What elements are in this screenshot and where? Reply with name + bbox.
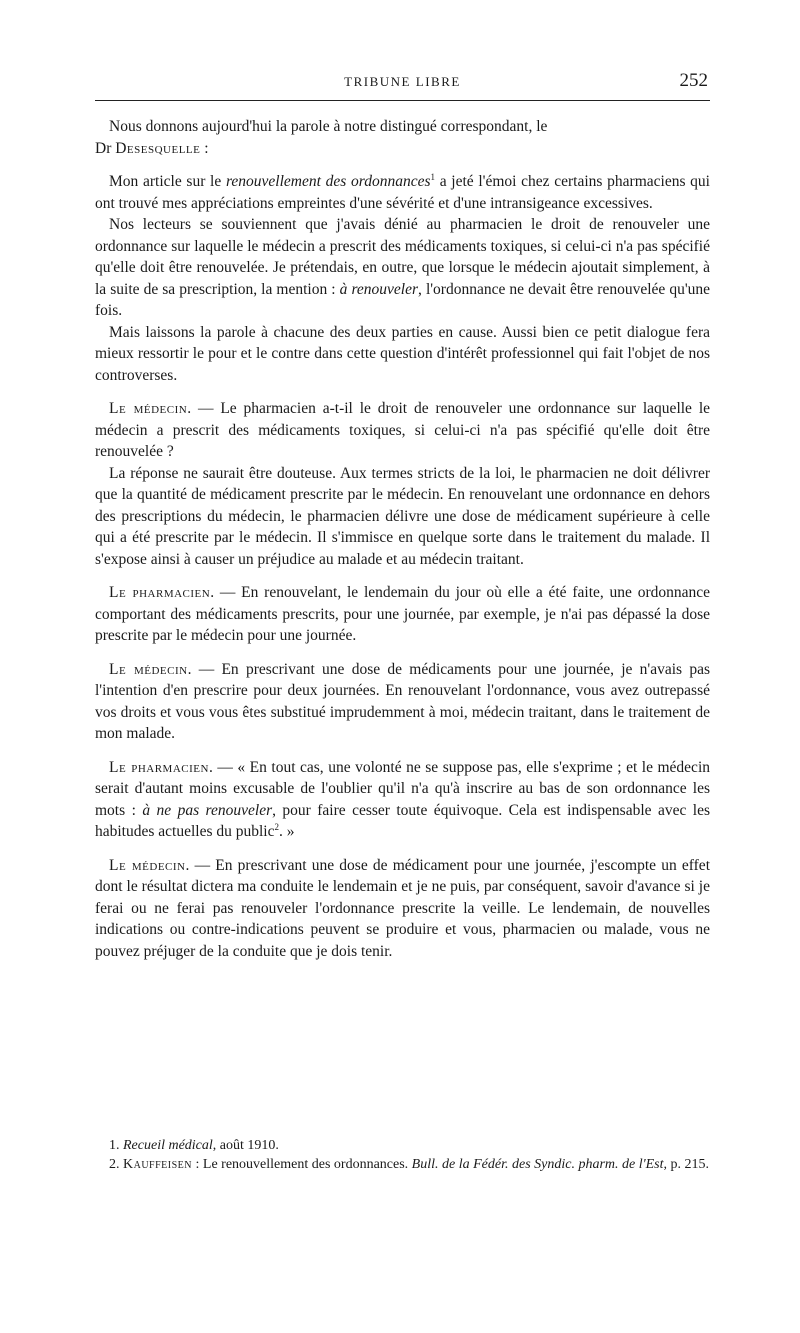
article-body <box>95 116 710 962</box>
dialogue-doctor-1-continued: La réponse ne saurait être douteuse. Aux termes stricts de la loi, le pharmacien ne doit délivrer que la quantité de médicament prescrite par le médecin. En renouvelant une ordonnance en dehors des prescriptions du médecin, le pharmacien délivre une dose de médicament supérieure à celle qui a été prescrite par le médecin. Il s'immisce en quelque sorte dans le traitement du malade. Il s'expose ainsi à causer un préjudice au malade et au médecin traitant. <box>95 464 710 568</box>
dialogue-pharmacist-1: Le pharmacien. — En renouvelant, le lendemain du jour où elle a été faite, une ordonnance comportant des médicaments prescrits, pour une journée, par exemple, je n'ai pas dépassé la dose prescrite par le médecin pour une journée. <box>95 584 711 644</box>
dialogue-doctor-3: Le médecin. — En prescrivant une dose de médicament pour une journée, j'escompte un effet dont le résultat dictera ma conduite le lendemain et je ne puis, par conséquent, savoir d'avance si je ferai ou ne ferai pas renouveler l'ordonnance prescrite la veille. Le lendemain, de nouvelles indications ou contre-indications peuvent se produire et vous, pharmacien ou malade, vous ne pouvez préjuger de la conduite que je dois tenir. <box>95 856 710 960</box>
page-number: 252 <box>679 70 708 91</box>
dialogue-pharmacist-2: Le pharmacien. — « En tout cas, une volonté ne se suppose pas, elle s'exprime ; et le médecin serait d'autant moins excusable de l'oublier qu'il n'a qu'à inscrire au bas de son ordonnance les mots : à ne pas renouveler, pour faire cesser toute équivoque. Cela est indispensable avec les habitudes actuelles du public$^2$. » <box>95 758 711 840</box>
header-rule <box>95 100 710 101</box>
dialogue-doctor-2: Le médecin. — En prescrivant une dose de médicaments pour une journée, je n'avais pas l'intention d'en prescrire pour deux journées. En renouvelant l'ordonnance, vous avez outrepassé vos droits et vous vous êtes substitué imprudemment à moi, médecin traitant, dans le traitement de mon malade. <box>95 660 711 742</box>
intro-paragraph: Nous donnons aujourd'hui la parole à notre distingué correspondant, le Dr Desesquelle : <box>95 118 548 157</box>
footnotes <box>95 1136 710 1174</box>
speaker-label: Le médecin <box>109 856 186 874</box>
speaker-label: Le pharmacien <box>109 758 209 776</box>
paragraph-2: Nos lecteurs se souviennent que j'avais dénié au pharmacien le droit de renouveler une ordonnance sur laquelle le médecin a prescrit des médicaments toxiques, si celui-ci n'a pas spécifié qu'elle doit être renouvelée. Je prétendais, en outre, que lorsque le médecin ajoutait simplement, à la suite de sa prescription, la mention : à renouveler, l'ordonnance ne devait être renouvelée qu'une fois. <box>95 216 710 319</box>
running-title: TRIBUNE LIBRE <box>344 74 461 89</box>
page-header <box>95 70 710 96</box>
speaker-label: Le pharmacien <box>109 584 211 601</box>
dialogue-doctor-1: Le médecin. — Le pharmacien a-t-il le droit de renouveler une ordonnance sur laquelle le médecin a prescrit des médicaments toxiques, si celui-ci n'a pas spécifié qu'elle doit être renouvelée ? <box>95 400 710 460</box>
speaker-label: Le médecin <box>109 400 188 417</box>
speaker-label: Le médecin <box>109 660 188 678</box>
paragraph-3: Mais laissons la parole à chacune des deux parties en cause. Aussi bien ce petit dialogue fera mieux ressortir le pour et le contre dans cette question d'intérêt professionnel qui fait l'objet de nos controverses. <box>95 323 710 384</box>
paragraph-1: Mon article sur le renouvellement des ordonnances$^1$ a jeté l'émoi chez certains pharmaciens qui ont trouvé mes appréciations empreintes d'une sévérité et d'une intransigeance excessives. <box>95 171 710 212</box>
footnote-ref-1: 1 <box>430 171 435 182</box>
footnote-ref-2: 2 <box>274 821 279 832</box>
footnote-2: 2. Kauffeisen : Le renouvellement des ordonnances. Bull. de la Fédér. des Syndic. pharm. de l'Est, p. 215. <box>109 1157 710 1172</box>
footnote-1: 1. Recueil médical, août 1910. <box>109 1138 279 1153</box>
author-name: Desesquelle <box>115 139 201 157</box>
